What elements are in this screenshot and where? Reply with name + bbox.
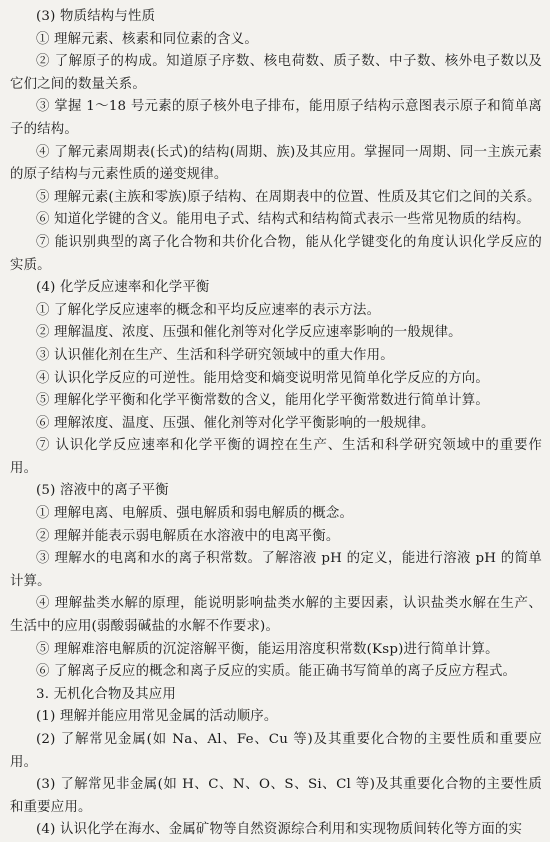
item-5-2: ② 理解并能表示弱电解质在水溶液中的电离平衡。 — [36, 528, 340, 544]
item-5-5: ⑤ 理解难溶电解质的沉淀溶解平衡，能运用溶度积常数(Ksp)进行简单计算。 — [36, 641, 499, 657]
item-4-1: ① 了解化学反应速率的概念和平均反应速率的表示方法。 — [36, 302, 381, 318]
chapter-3-item-2: (2) 了解常见金属(如 Na、Al、Fe、Cu 等)及其重要化合物的主要性质和重要应用。 — [10, 732, 542, 770]
item-4-2: ② 理解温度、浓度、压强和催化剂等对化学反应速率影响的一般规律。 — [36, 325, 462, 341]
item-4-5: ⑤ 理解化学平衡和化学平衡常数的含义，能用化学平衡常数进行简单计算。 — [36, 393, 489, 409]
item-4-6: ⑥ 理解浓度、温度、压强、催化剂等对化学平衡影响的一般规律。 — [36, 415, 435, 431]
item-5-1: ① 理解电离、电解质、强电解质和弱电解质的概念。 — [36, 506, 354, 522]
item-5-6: ⑥ 了解离子反应的概念和离子反应的实质。能正确书写简单的离子反应方程式。 — [36, 664, 517, 680]
chapter-3-item-1: (1) 理解并能应用常见金属的活动顺序。 — [36, 709, 278, 725]
item-3-1: ① 理解元素、核素和同位素的含义。 — [36, 31, 258, 47]
item-4-7: ⑦ 认识化学反应速率和化学平衡的调控在生产、生活和科学研究领域中的重要作用。 — [10, 438, 542, 476]
item-3-7: ⑦ 能识别典型的离子化合物和共价化合物，能从化学键变化的角度认识化学反应的实质。 — [10, 234, 542, 273]
item-3-4: ④ 了解元素周期表(长式)的结构(周期、族)及其应用。掌握同一周期、同一主族元素的原子结构与元素性质的递变规律。 — [10, 144, 542, 183]
item-4-3: ③ 认识催化剂在生产、生活和科学研究领域中的重大作用。 — [36, 347, 394, 363]
chapter-3-item-4: (4) 认识化学在海水、金属矿物等自然资源综合利用和实现物质间转化等方面的实 — [36, 822, 523, 838]
item-3-5: ⑤ 理解元素(主族和零族)原子结构、在周期表中的位置、性质及其它们之间的关系。 — [36, 189, 541, 205]
section-heading-3: (3) 物质结构与性质 — [36, 9, 156, 24]
chapter-3-item-3: (3) 了解常见非金属(如 H、C、N、O、S、Si、Cl 等)及其重要化合物的主要性质和重要应用。 — [10, 777, 542, 815]
item-5-3: ③ 理解水的电离和水的离子积常数。了解溶液 pH 的定义，能进行溶液 pH 的简单计算。 — [10, 551, 542, 589]
item-3-6: ⑥ 知道化学键的含义。能用电子式、结构式和结构简式表示一些常见物质的结构。 — [36, 212, 530, 228]
item-3-2: ② 了解原子的构成。知道原子序数、核电荷数、质子数、中子数、核外电子数以及它们之间的数量关系。 — [10, 54, 542, 92]
item-5-4: ④ 理解盐类水解的原理，能说明影响盐类水解的主要因素，认识盐类水解在生产、生活中的应用(弱酸弱碱盐的水解不作要求)。 — [10, 596, 542, 635]
section-heading-4: (4) 化学反应速率和化学平衡 — [36, 280, 210, 296]
section-heading-5: (5) 溶液中的离子平衡 — [36, 483, 169, 499]
chapter-heading-3: 3. 无机化合物及其应用 — [36, 686, 176, 702]
item-3-3: ③ 掌握 1～18 号元素的原子核外电子排布，能用原子结构示意图表示原子和简单离子的结构。 — [10, 99, 542, 137]
item-4-4: ④ 认识化学反应的可逆性。能用焓变和熵变说明常见简单化学反应的方向。 — [36, 370, 489, 386]
